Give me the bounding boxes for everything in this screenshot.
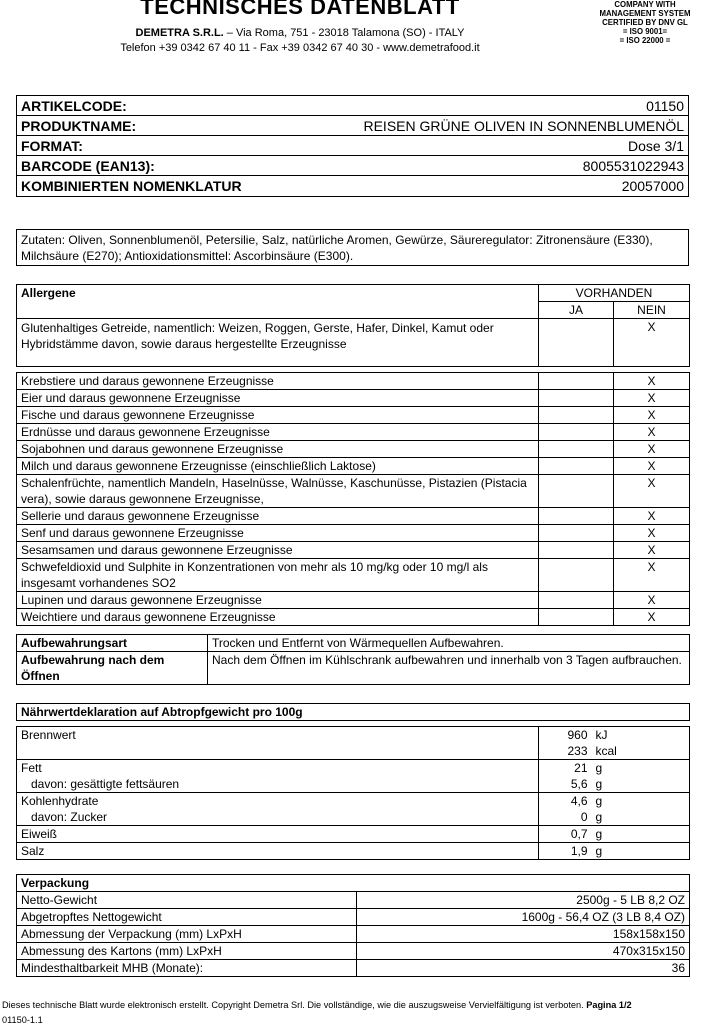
nutrition-table (16, 703, 690, 860)
packaging-value: 158x158x150 (357, 926, 690, 943)
allergen-name: Glutenhaltiges Getreide, namentlich: Weizen, Roggen, Gerste, Hafer, Dinkel, Kamut oder Hybridstämme davon, sowie daraus hergestellte Erzeugnisse (17, 319, 539, 367)
salt-label: Salz (17, 843, 539, 860)
allergen-name: Eier und daraus gewonnene Erzeugnisse (17, 390, 539, 407)
allergen-row (17, 508, 690, 525)
allergen-yes (539, 475, 614, 508)
carb-labels: Kohlenhydrate davon: Zucker (17, 793, 539, 826)
storage-value: Trocken und Entfernt von Wärmequellen Aufbewahren. (208, 635, 690, 652)
allergen-name: Schwefeldioxid und Sulphite in Konzentrationen von mehr als 10 mg/kg oder 10 mg/l als insgesamt vorhandenes SO2 (17, 559, 539, 592)
allergen-name: Sesamsamen und daraus gewonnene Erzeugnisse (17, 542, 539, 559)
allergen-yes (539, 542, 614, 559)
document-code: 01150-1.1 (2, 1015, 43, 1024)
allergen-yes (539, 559, 614, 592)
allergen-yes (539, 458, 614, 475)
storage-row (17, 635, 690, 652)
packaging-value: 470x315x150 (357, 943, 690, 960)
ingredients-box: Zutaten: Oliven, Sonnenblumenöl, Petersilie, Salz, natürliche Aromen, Gewürze, Säureregulator: Zitronensäure (E330), Milchsäure (E270); Antioxidationsmittel: Ascorbinsäure (E300). (16, 229, 689, 266)
packaging-row (17, 943, 690, 960)
packaging-table (16, 874, 690, 977)
allergen-row (17, 592, 690, 609)
packaging-title: Verpackung (17, 875, 690, 892)
storage-table (16, 634, 690, 685)
allergen-row (17, 458, 690, 475)
allergen-yes (539, 390, 614, 407)
packaging-rows (17, 892, 690, 977)
allergen-name: Milch und daraus gewonnene Erzeugnisse (einschließlich Laktose) (17, 458, 539, 475)
allergen-row (17, 559, 690, 592)
allergen-no: X (614, 319, 690, 367)
allergen-no: X (614, 424, 690, 441)
product-row-barcode: BARCODE (EAN13): 8005531022943 (17, 156, 688, 176)
copyright-text: Dieses technische Blatt wurde elektronisch erstellt. Copyright Demetra Srl. Die vollständige, wie die auszugsweise Vervielfältigung ist verboten. (2, 1000, 587, 1010)
fat-units: g g (592, 760, 690, 793)
allergen-no: X (614, 609, 690, 626)
storage-label: Aufbewahrungsart (17, 635, 208, 652)
allergen-name: Erdnüsse und daraus gewonnene Erzeugnisse (17, 424, 539, 441)
allergen-yes (539, 525, 614, 542)
allergen-row (17, 424, 690, 441)
allergen-yes (539, 407, 614, 424)
product-row-name: PRODUKTNAME: REISEN GRÜNE OLIVEN IN SONNENBLUMENÖL (17, 116, 688, 136)
allergen-no: X (614, 390, 690, 407)
protein-unit: g (592, 826, 690, 843)
product-row-code: ARTIKELCODE: 01150 (17, 96, 688, 116)
company-address (0, 27, 600, 39)
footer (2, 998, 702, 1024)
storage-label: Aufbewahrung nach dem Öffnen (17, 652, 208, 685)
salt-value: 1,9 (539, 843, 592, 860)
allergen-name: Lupinen und daraus gewonnene Erzeugnisse (17, 592, 539, 609)
packaging-row (17, 926, 690, 943)
allergen-row (17, 609, 690, 626)
protein-value: 0,7 (539, 826, 592, 843)
packaging-value: 2500g - 5 LB 8,2 OZ (357, 892, 690, 909)
packaging-value: 36 (357, 960, 690, 977)
allergen-no: X (614, 508, 690, 525)
page-number: Pagina 1/2 (586, 1000, 632, 1010)
allergen-name: Sojabohnen und daraus gewonnene Erzeugnisse (17, 441, 539, 458)
allergen-no: X (614, 373, 690, 390)
allergen-rows (17, 373, 690, 626)
allergen-yes (539, 441, 614, 458)
allergen-name: Sellerie und daraus gewonnene Erzeugnisse (17, 508, 539, 525)
protein-label: Eiweiß (17, 826, 539, 843)
product-row-nomenclature: KOMBINIERTEN NOMENKLATUR 20057000 (21, 178, 684, 194)
storage-row (17, 652, 690, 685)
no-header: NEIN (614, 302, 690, 319)
packaging-label: Abmessung der Verpackung (mm) LxPxH (17, 926, 357, 943)
allergen-no: X (614, 542, 690, 559)
allergen-title: Allergene (17, 285, 539, 319)
packaging-row (17, 892, 690, 909)
packaging-label: Netto-Gewicht (17, 892, 357, 909)
allergen-name: Senf und daraus gewonnene Erzeugnisse (17, 525, 539, 542)
packaging-row (17, 960, 690, 977)
energy-values: 960 233 (539, 727, 592, 760)
allergen-table (16, 284, 690, 626)
allergen-yes (539, 424, 614, 441)
allergen-row (17, 373, 690, 390)
packaging-row (17, 909, 690, 926)
allergen-row (17, 441, 690, 458)
yes-header: JA (539, 302, 614, 319)
allergen-row (17, 390, 690, 407)
packaging-label: Mindesthaltbarkeit MHB (Monate): (17, 960, 357, 977)
product-row-format: FORMAT: Dose 3/1 (17, 136, 688, 156)
allergen-no: X (614, 592, 690, 609)
allergen-row (17, 407, 690, 424)
allergen-no: X (614, 525, 690, 542)
energy-label: Brennwert (17, 727, 539, 760)
carb-values: 4,6 0 (539, 793, 592, 826)
company-name: DEMETRA S.R.L. (135, 27, 224, 39)
allergen-yes (539, 592, 614, 609)
allergen-yes (539, 373, 614, 390)
allergen-no: X (614, 559, 690, 592)
salt-unit: g (592, 843, 690, 860)
allergen-yes (539, 319, 614, 367)
nutrition-title: Nährwertdeklaration auf Abtropfgewicht pro 100g (17, 704, 690, 721)
packaging-value: 1600g - 56,4 OZ (3 LB 8,4 OZ) (357, 909, 690, 926)
certification-logo: COMPANY WITH MANAGEMENT SYSTEM CERTIFIED BY DNV GL = ISO 9001= = ISO 22000 = (599, 0, 691, 45)
packaging-label: Abgetropftes Nettogewicht (17, 909, 357, 926)
allergen-name: Schalenfrüchte, namentlich Mandeln, Haselnüsse, Walnüsse, Kaschunüsse, Pistazien (Pistacia vera), sowie daraus gewonnene Erzeugnisse, (17, 475, 539, 508)
allergen-row (17, 542, 690, 559)
allergen-yes (539, 508, 614, 525)
allergen-name: Weichtiere und daraus gewonnene Erzeugnisse (17, 609, 539, 626)
packaging-label: Abmessung des Kartons (mm) LxPxH (17, 943, 357, 960)
allergen-no: X (614, 475, 690, 508)
allergen-yes (539, 609, 614, 626)
allergen-name: Krebstiere und daraus gewonnene Erzeugnisse (17, 373, 539, 390)
allergen-row (17, 475, 690, 508)
product-info-box (16, 95, 689, 197)
allergen-name: Fische und daraus gewonnene Erzeugnisse (17, 407, 539, 424)
contact-line: Telefon +39 0342 67 40 11 - Fax +39 0342 67 40 30 - www.demetrafood.it (120, 42, 480, 54)
fat-labels: Fett davon: gesättigte fettsäuren (17, 760, 539, 793)
allergen-no: X (614, 458, 690, 475)
allergen-no: X (614, 441, 690, 458)
carb-units: g g (592, 793, 690, 826)
present-header: VORHANDEN (539, 285, 690, 302)
allergen-row (17, 525, 690, 542)
document-title: TECHNISCHES DATENBLATT (140, 0, 460, 19)
allergen-no: X (614, 407, 690, 424)
address: – Via Roma, 751 - 23018 Talamona (SO) - ITALY (223, 27, 465, 39)
fat-values: 21 5,6 (539, 760, 592, 793)
energy-units: kJ kcal (592, 727, 690, 760)
storage-value: Nach dem Öffnen im Kühlschrank aufbewahren und innerhalb von 3 Tagen aufbrauchen. (208, 652, 690, 685)
